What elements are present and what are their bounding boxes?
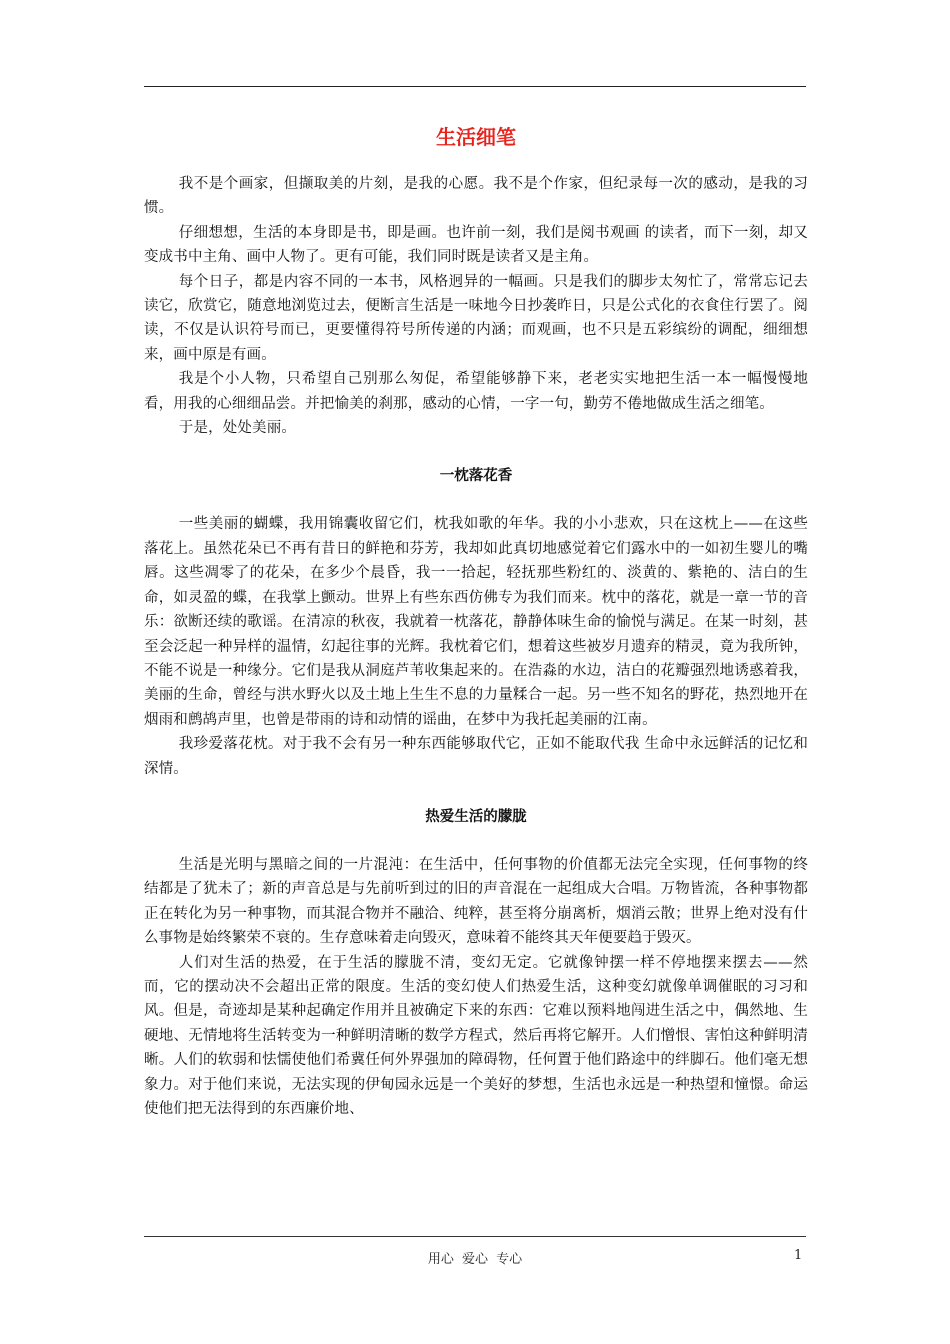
paragraph: 仔细想想，生活的本身即是书，即是画。也许前一刻，我们是阅书观画 的读者，而下一刻，却又变成书中主角、画中人物了。更有可能，我们同时既是读者又是主角。 xyxy=(144,224,808,266)
section-love-of-life xyxy=(144,805,808,1121)
header-rule xyxy=(144,86,806,87)
document-body xyxy=(144,120,808,1121)
paragraph: 我不是个画家，但撷取美的片刻，是我的心愿。我不是个作家，但纪录每一次的感动，是我的习惯。 xyxy=(144,176,808,217)
paragraph: 生活是光明与黑暗之间的一片混沌：在生活中，任何事物的价值都无法完全实现，任何事物的终结都是了犹未了；新的声音总是与先前听到过的旧的声音混在一起组成大合唱。万物皆流，各种事物都正在转化为另一种事物，而其混合物并不融洽、纯粹，甚至将分崩离析，烟消云散；世界上绝对没有什么事物是始终繁荣不衰的。生存意味着走向毁灭，意味着不能终其天年便要趋于毁灭。 xyxy=(144,856,808,947)
paragraph: 我珍爱落花枕。对于我不会有另一种东西能够取代它，正如不能取代我 生命中永远鲜活的记忆和深情。 xyxy=(144,736,808,777)
paragraph: 人们对生活的热爱，在于生活的朦胧不清，变幻无定。它就像钟摆一样不停地摆来摆去——然而，它的摆动决不会超出正常的限度。生活的变幻使人们热爱生活，这种变幻就像单调催眠的习习和风。但是，奇迹却是某种起确定作用并且被确定下来的东西：它难以预料地闯进生活之中，偶然地、生硬地、无情地将生活转变为一种鲜明清晰的数学方程式，然后再将它解开。人们憎恨、害怕这种鲜明清晰。人们的软弱和怯懦使他们希冀任何外界强加的障碍物，任何置于他们路途中的绊脚石。他们毫无想象力。对于他们来说，无法实现的伊甸园永远是一个美好的梦想，生活也永远是一种热望和憧憬。命运使他们把无法得到的东西廉价地、 xyxy=(144,954,808,1117)
document-title: 生活细笔 xyxy=(436,125,516,149)
paragraph: 一些美丽的蝴蝶，我用锦囊收留它们，枕我如歌的年华。我的小小悲欢，只在这枕上——在这些落花上。虽然花朵已不再有昔日的鲜艳和芬芳，我却如此真切地感觉着它们露水中的一如初生婴儿的嘴唇。这些凋零了的花朵，在多少个晨昏，我一一拾起，轻抚那些粉红的、淡黄的、紫艳的、洁白的生命，如灵盈的蝶，在我掌上颤动。世界上有些东西仿佛专为我们而来。枕中的落花，就是一章一节的音乐：欲断还续的歌谣。在清凉的秋夜，我就着一枕落花，静静体味生命的愉悦与满足。在某一时刻，甚至会泛起一种异样的温情，幻起往事的光辉。我枕着它们，想着这些被岁月遗弃的精灵，竟为我所钟，不能不说是一种缘分。它们是我从洞庭芦苇收集起来的。在浩淼的水边，洁白的花瓣强烈地诱惑着我，美丽的生命，曾经与洪水野火以及土地上生生不息的力量糅合一起。另一些不知名的野花，热烈地开在烟雨和鹧鸪声里，也曾是带雨的诗和动情的谣曲，在梦中为我托起美丽的江南。 xyxy=(144,516,808,728)
paragraph: 我是个小人物，只希望自己别那么匆促，希望能够静下来，老老实实地把生活一本一幅慢慢地看，用我的心细细品尝。并把愉美的刹那，感动的心情，一字一句，勤劳不倦地做成生活之细笔。 xyxy=(144,371,808,412)
section-intro xyxy=(144,172,808,440)
paragraph: 于是，处处美丽。 xyxy=(178,420,296,437)
paragraph: 每个日子，都是内容不同的一本书，风格迥异的一幅画。只是我们的脚步太匆忙了，常常忘记去读它，欣赏它，随意地浏览过去，便断言生活是一味地今日抄袭昨日，只是公式化的衣食住行罢了。阅读，不仅是认识符号而已，更要懂得符号所传递的内涵；而观画，也不只是五彩缤纷的调配，细细想来，画中原是有画。 xyxy=(144,273,808,363)
footer-motto: 用心 爱心 专心 xyxy=(427,1252,523,1267)
footer-rule xyxy=(144,1236,806,1237)
page-number: 1 xyxy=(794,1248,803,1263)
section-heading: 一枕落花香 xyxy=(439,467,513,485)
section-heading: 热爱生活的朦胧 xyxy=(425,807,527,825)
section-pillow-of-petals xyxy=(144,464,808,780)
